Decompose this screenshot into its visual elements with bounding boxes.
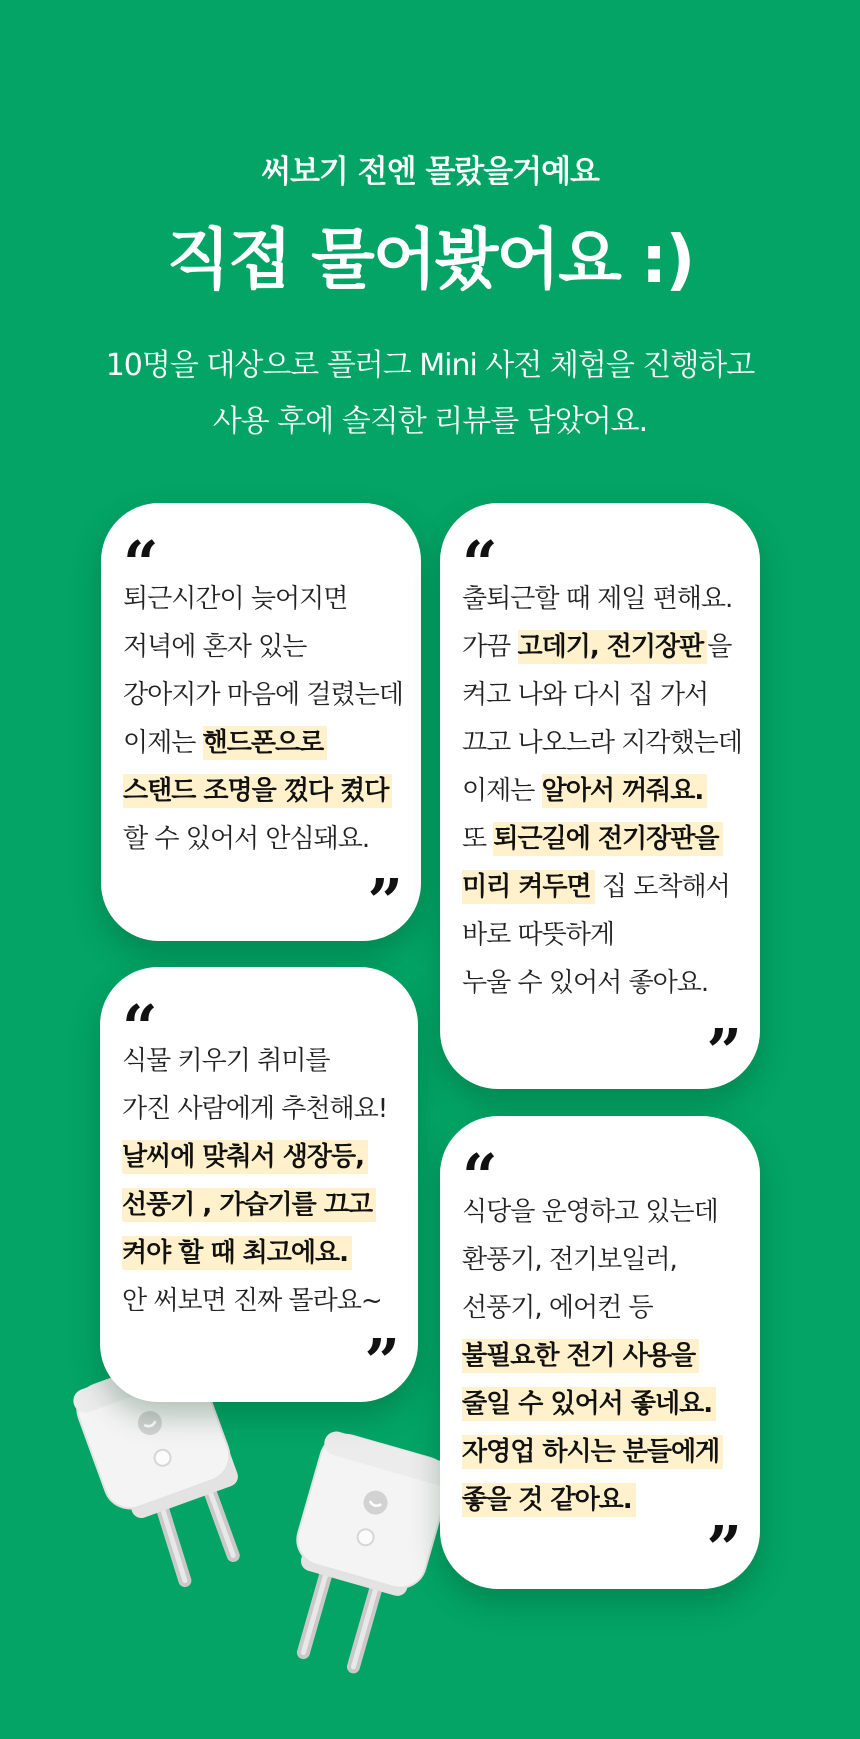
review-line (462, 575, 742, 623)
review-text-segment: 바로 따뜻하게 (462, 920, 614, 950)
review-text-segment: 식당을 운영하고 있는데 (462, 1197, 718, 1227)
review-card-1 (101, 503, 421, 941)
review-line (462, 1236, 723, 1284)
review-line (122, 1229, 387, 1277)
review-line (122, 1133, 387, 1181)
review-line (462, 863, 742, 911)
review-text-segment: 켜고 나와 다시 집 가서 (462, 680, 709, 710)
review-line (462, 719, 742, 767)
page-title: 직접 물어봤어요 :) (166, 221, 694, 298)
review-text-segment: 가끔 (462, 632, 518, 662)
review-line (123, 719, 403, 767)
review-line (462, 671, 742, 719)
highlighted-text: 불필요한 전기 사용을 (462, 1339, 699, 1373)
review-text-segment: 안 써보면 진짜 몰라요~ (122, 1286, 382, 1316)
review-text-segment: 가진 사람에게 추천해요! (122, 1094, 388, 1124)
review-text-segment: 또 (462, 824, 494, 854)
review-line (122, 1277, 387, 1325)
highlighted-text: 자영업 하시는 분들에게 (462, 1435, 723, 1469)
highlighted-text: 미리 켜두면 (462, 870, 595, 904)
review-line (462, 1428, 723, 1476)
review-line (462, 1380, 723, 1428)
review-card-2 (440, 503, 760, 1089)
review-line (123, 575, 403, 623)
review-text-segment: 환풍기, 전기보일러, (462, 1245, 677, 1275)
highlighted-text: 선풍기 , 가습기를 끄고 (122, 1188, 376, 1222)
highlighted-text: 날씨에 맞춰서 생장등, (122, 1140, 368, 1174)
close-quote-icon: ” (706, 1015, 738, 1088)
highlighted-text: 줄일 수 있어서 좋네요. (462, 1387, 716, 1421)
review-text-segment: 이제는 (462, 776, 542, 806)
review-line (122, 1037, 387, 1085)
review-line (123, 815, 403, 863)
review-text-segment: 출퇴근할 때 제일 편해요. (462, 584, 733, 614)
highlighted-text: 켜야 할 때 최고에요. (122, 1236, 352, 1270)
review-line (462, 911, 742, 959)
review-line (462, 1332, 723, 1380)
description-line-1: 10명을 대상으로 플러그 Mini 사전 체험을 진행하고 (105, 348, 755, 383)
review-line (123, 767, 403, 815)
review-text-segment: 누울 수 있어서 좋아요. (462, 968, 709, 998)
review-line (123, 671, 403, 719)
review-text-segment: 퇴근시간이 늦어지면 (123, 584, 348, 614)
review-line (123, 623, 403, 671)
review-text (462, 1188, 723, 1524)
review-text-segment: 할 수 있어서 안심돼요. (123, 824, 370, 854)
review-line (462, 767, 742, 815)
review-card-4 (440, 1116, 760, 1589)
description-line-2: 사용 후에 솔직한 리뷰를 담았어요. (212, 404, 648, 439)
review-text-segment: 끄고 나오느라 지각했는데 (462, 728, 742, 758)
close-quote-icon: ” (367, 865, 399, 938)
open-quote-icon: “ (123, 527, 155, 600)
review-text-segment: 식물 키우기 취미를 (122, 1046, 330, 1076)
review-line (122, 1085, 387, 1133)
highlighted-text: 좋을 것 같아요. (462, 1483, 636, 1517)
highlighted-text: 핸드폰으로 (203, 726, 328, 760)
review-card-3 (100, 967, 418, 1402)
review-line (462, 623, 742, 671)
review-text-segment: 집 도착해서 (594, 872, 730, 902)
open-quote-icon: “ (122, 991, 154, 1064)
review-text (462, 575, 742, 1007)
review-text-segment: 저녁에 혼자 있는 (123, 632, 307, 662)
review-text (123, 575, 403, 863)
open-quote-icon: “ (462, 1140, 494, 1213)
close-quote-icon: ” (706, 1512, 738, 1585)
review-line (122, 1181, 387, 1229)
subtitle: 써보기 전엔 몰랐을거예요 (261, 154, 599, 190)
close-quote-icon: ” (364, 1325, 396, 1398)
highlighted-text: 스탠드 조명을 껐다 켰다 (123, 774, 392, 808)
review-line (462, 959, 742, 1007)
review-line (462, 1284, 723, 1332)
highlighted-text: 퇴근길에 전기장판을 (493, 822, 722, 856)
review-text-segment: 을 (707, 632, 732, 662)
highlighted-text: 알아서 꺼줘요. (542, 774, 708, 808)
highlighted-text: 고데기, 전기장판 (518, 630, 708, 664)
review-text-segment: 선풍기, 에어컨 등 (462, 1293, 653, 1323)
review-text-segment: 이제는 (123, 728, 203, 758)
review-line (462, 815, 742, 863)
review-line (462, 1188, 723, 1236)
smart-plug-image-right (268, 1425, 458, 1675)
review-text-segment: 강아지가 마음에 걸렸는데 (123, 680, 403, 710)
open-quote-icon: “ (462, 527, 494, 600)
review-text (122, 1037, 387, 1325)
review-line (462, 1476, 723, 1524)
